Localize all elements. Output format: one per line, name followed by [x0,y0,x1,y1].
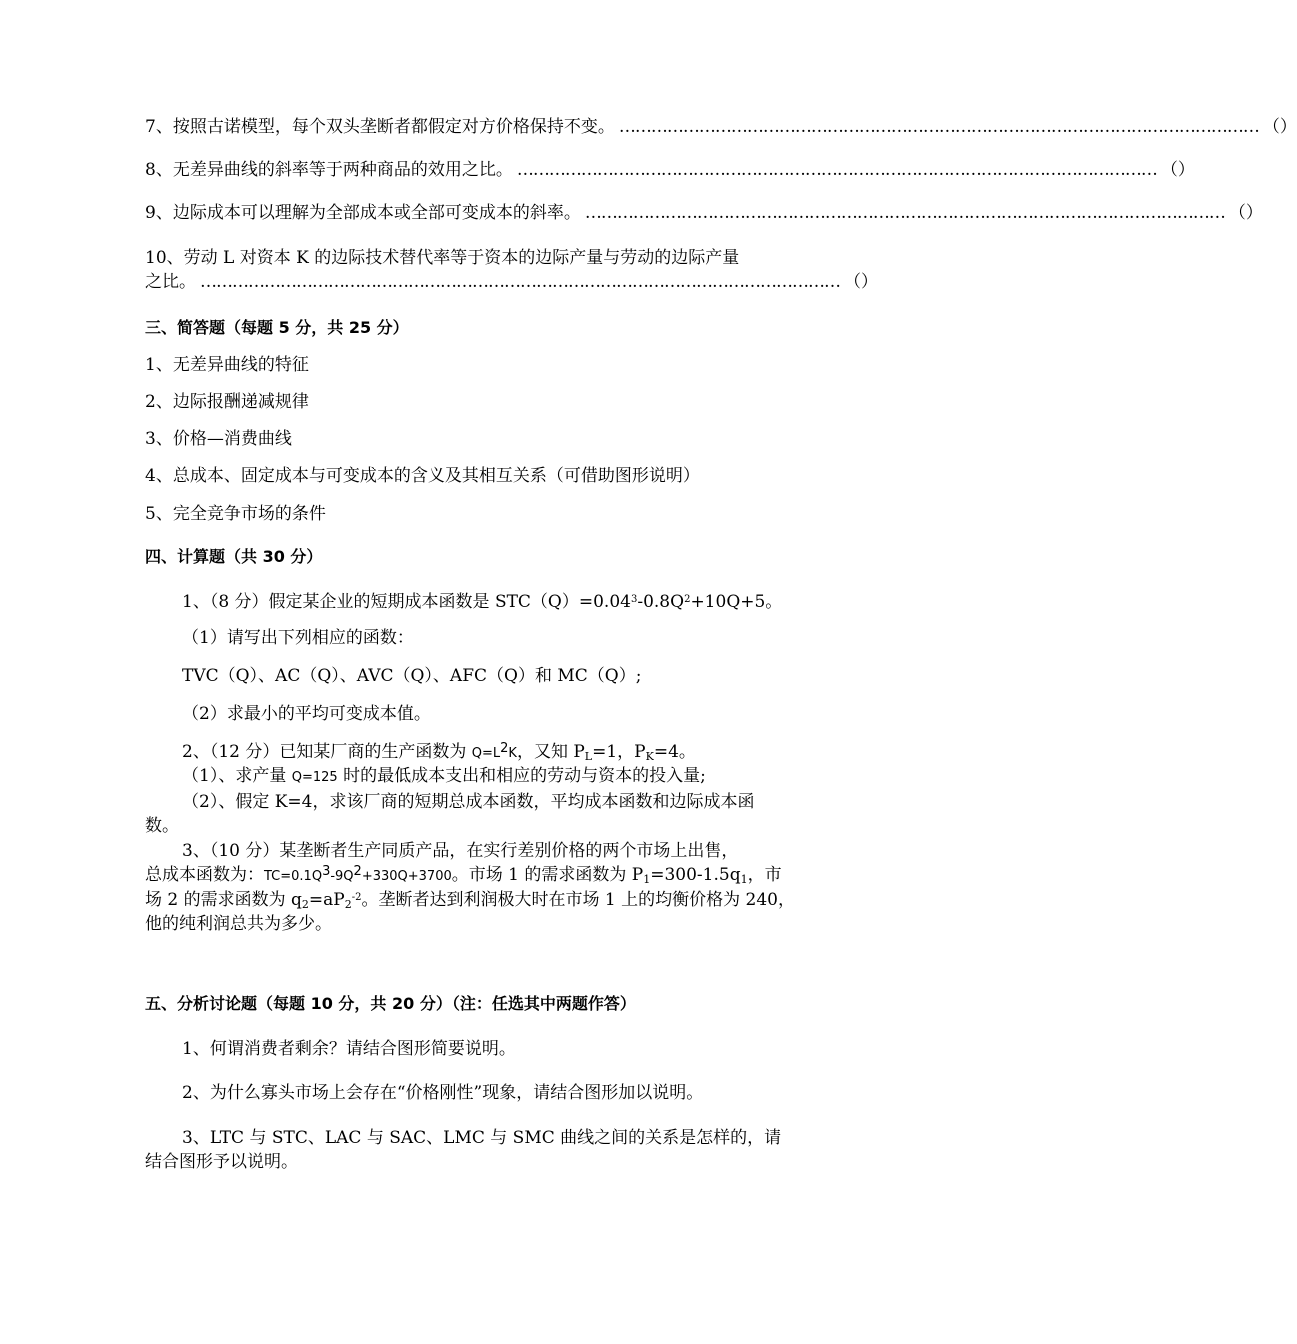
answer-blank[interactable]: （ ） [1262,117,1297,137]
section-title-calculation: 四、计算题（共 30 分） [145,547,323,566]
judge-text: 8、无差异曲线的斜率等于两种商品的效用之比。 [145,160,513,180]
calc-q1-part1: （1）请写出下列相应的函数： [182,628,414,648]
calc-q3-line3: 场 2 的需求函数为 $q_2=aP_2^{-2}$。垄断者达到利润极大时在市场 1 上的均衡价格为 240， [145,890,795,911]
judge-item-10-line1: 10、劳动 L 对资本 K 的边际技术替代率等于资本的边际产量与劳动的边际产量 [145,248,740,268]
section-title-discussion: 五、分析讨论题（每题 10 分，共 20 分）（注：任选其中两题作答） [145,994,636,1013]
answer-blank[interactable]: （ ） [1228,203,1263,223]
answer-blank[interactable]: （ ） [1160,160,1195,180]
list-item: 2、边际报酬递减规律 [145,392,309,412]
leader-dots: ………………………………………………………………………………………………………… [584,203,1225,223]
list-item: 4、总成本、固定成本与可变成本的含义及其相互关系（可借助图形说明） [145,466,700,486]
calc-q1: 1、（8 分）假定某企业的短期成本函数是 $STC(Q)=0.04^3-0.8Q^2+10Q+5$。 [182,592,783,612]
section-title-short-answer: 三、简答题（每题 5 分，共 25 分） [145,318,409,337]
calc-q3-line4: 他的纯利润总共为多少。 [145,914,332,934]
answer-blank[interactable]: （ ） [844,272,878,292]
leader-dots: ………………………………………………………………………………………………………… [200,272,840,292]
leader-dots: ………………………………………………………………………………………………………… [618,117,1259,137]
calc-q2-part2: （2）、假定 K=4，求该厂商的短期总成本函数，平均成本函数和边际成本函 [182,792,755,812]
judge-item-7 [145,116,1297,138]
calc-q3-line1: 3、（10 分）某垄断者生产同质产品，在实行差别价格的两个市场上出售， [182,841,739,861]
judge-item-8 [145,159,1195,181]
list-item: 2、为什么寡头市场上会存在“价格刚性”现象，请结合图形加以说明。 [182,1083,704,1103]
list-item: 5、完全竞争市场的条件 [145,504,326,524]
calc-q1-part2: （2）求最小的平均可变成本值。 [182,704,431,724]
calc-q2-part1: （1）、求产量 Q=125 时的最低成本支出和相应的劳动与资本的投入量; [182,766,706,786]
judge-text: 7、按照古诺模型，每个双头垄断者都假定对方价格保持不变。 [145,117,615,137]
judge-item-10-line2 [145,271,878,293]
list-item: 1、何谓消费者剩余？请结合图形简要说明。 [182,1039,516,1059]
calc-q3-line2: 总成本函数为：$TC=0.1Q^3-9Q^2+330Q+3700$。市场 1 的需求函数为 $P_1=300-1.5q_1$，市 [145,864,782,886]
list-item: 3、价格—消费曲线 [145,429,292,449]
leader-dots: ………………………………………………………………………………………………………… [516,160,1157,180]
calc-q2-part2-cont: 数。 [145,816,179,836]
list-item: 3、LTC 与 STC、LAC 与 SAC、LMC 与 SMC 曲线之间的关系是怎样的，请 [182,1128,782,1148]
judge-item-9 [145,202,1263,224]
list-item-continued: 结合图形予以说明。 [145,1152,298,1172]
judge-text: 之比。 [145,272,196,292]
calc-q2: 2、（12 分）已知某厂商的生产函数为 $Q=L^2K$，又知 $P_L=1$，$P_K=4$。 [182,741,696,763]
calc-q1-functions: TVC（Q）、AC（Q）、AVC（Q）、AFC（Q）和 MC（Q）; [182,666,642,686]
list-item: 1、无差异曲线的特征 [145,355,309,375]
judge-text: 9、边际成本可以理解为全部成本或全部可变成本的斜率。 [145,203,581,223]
